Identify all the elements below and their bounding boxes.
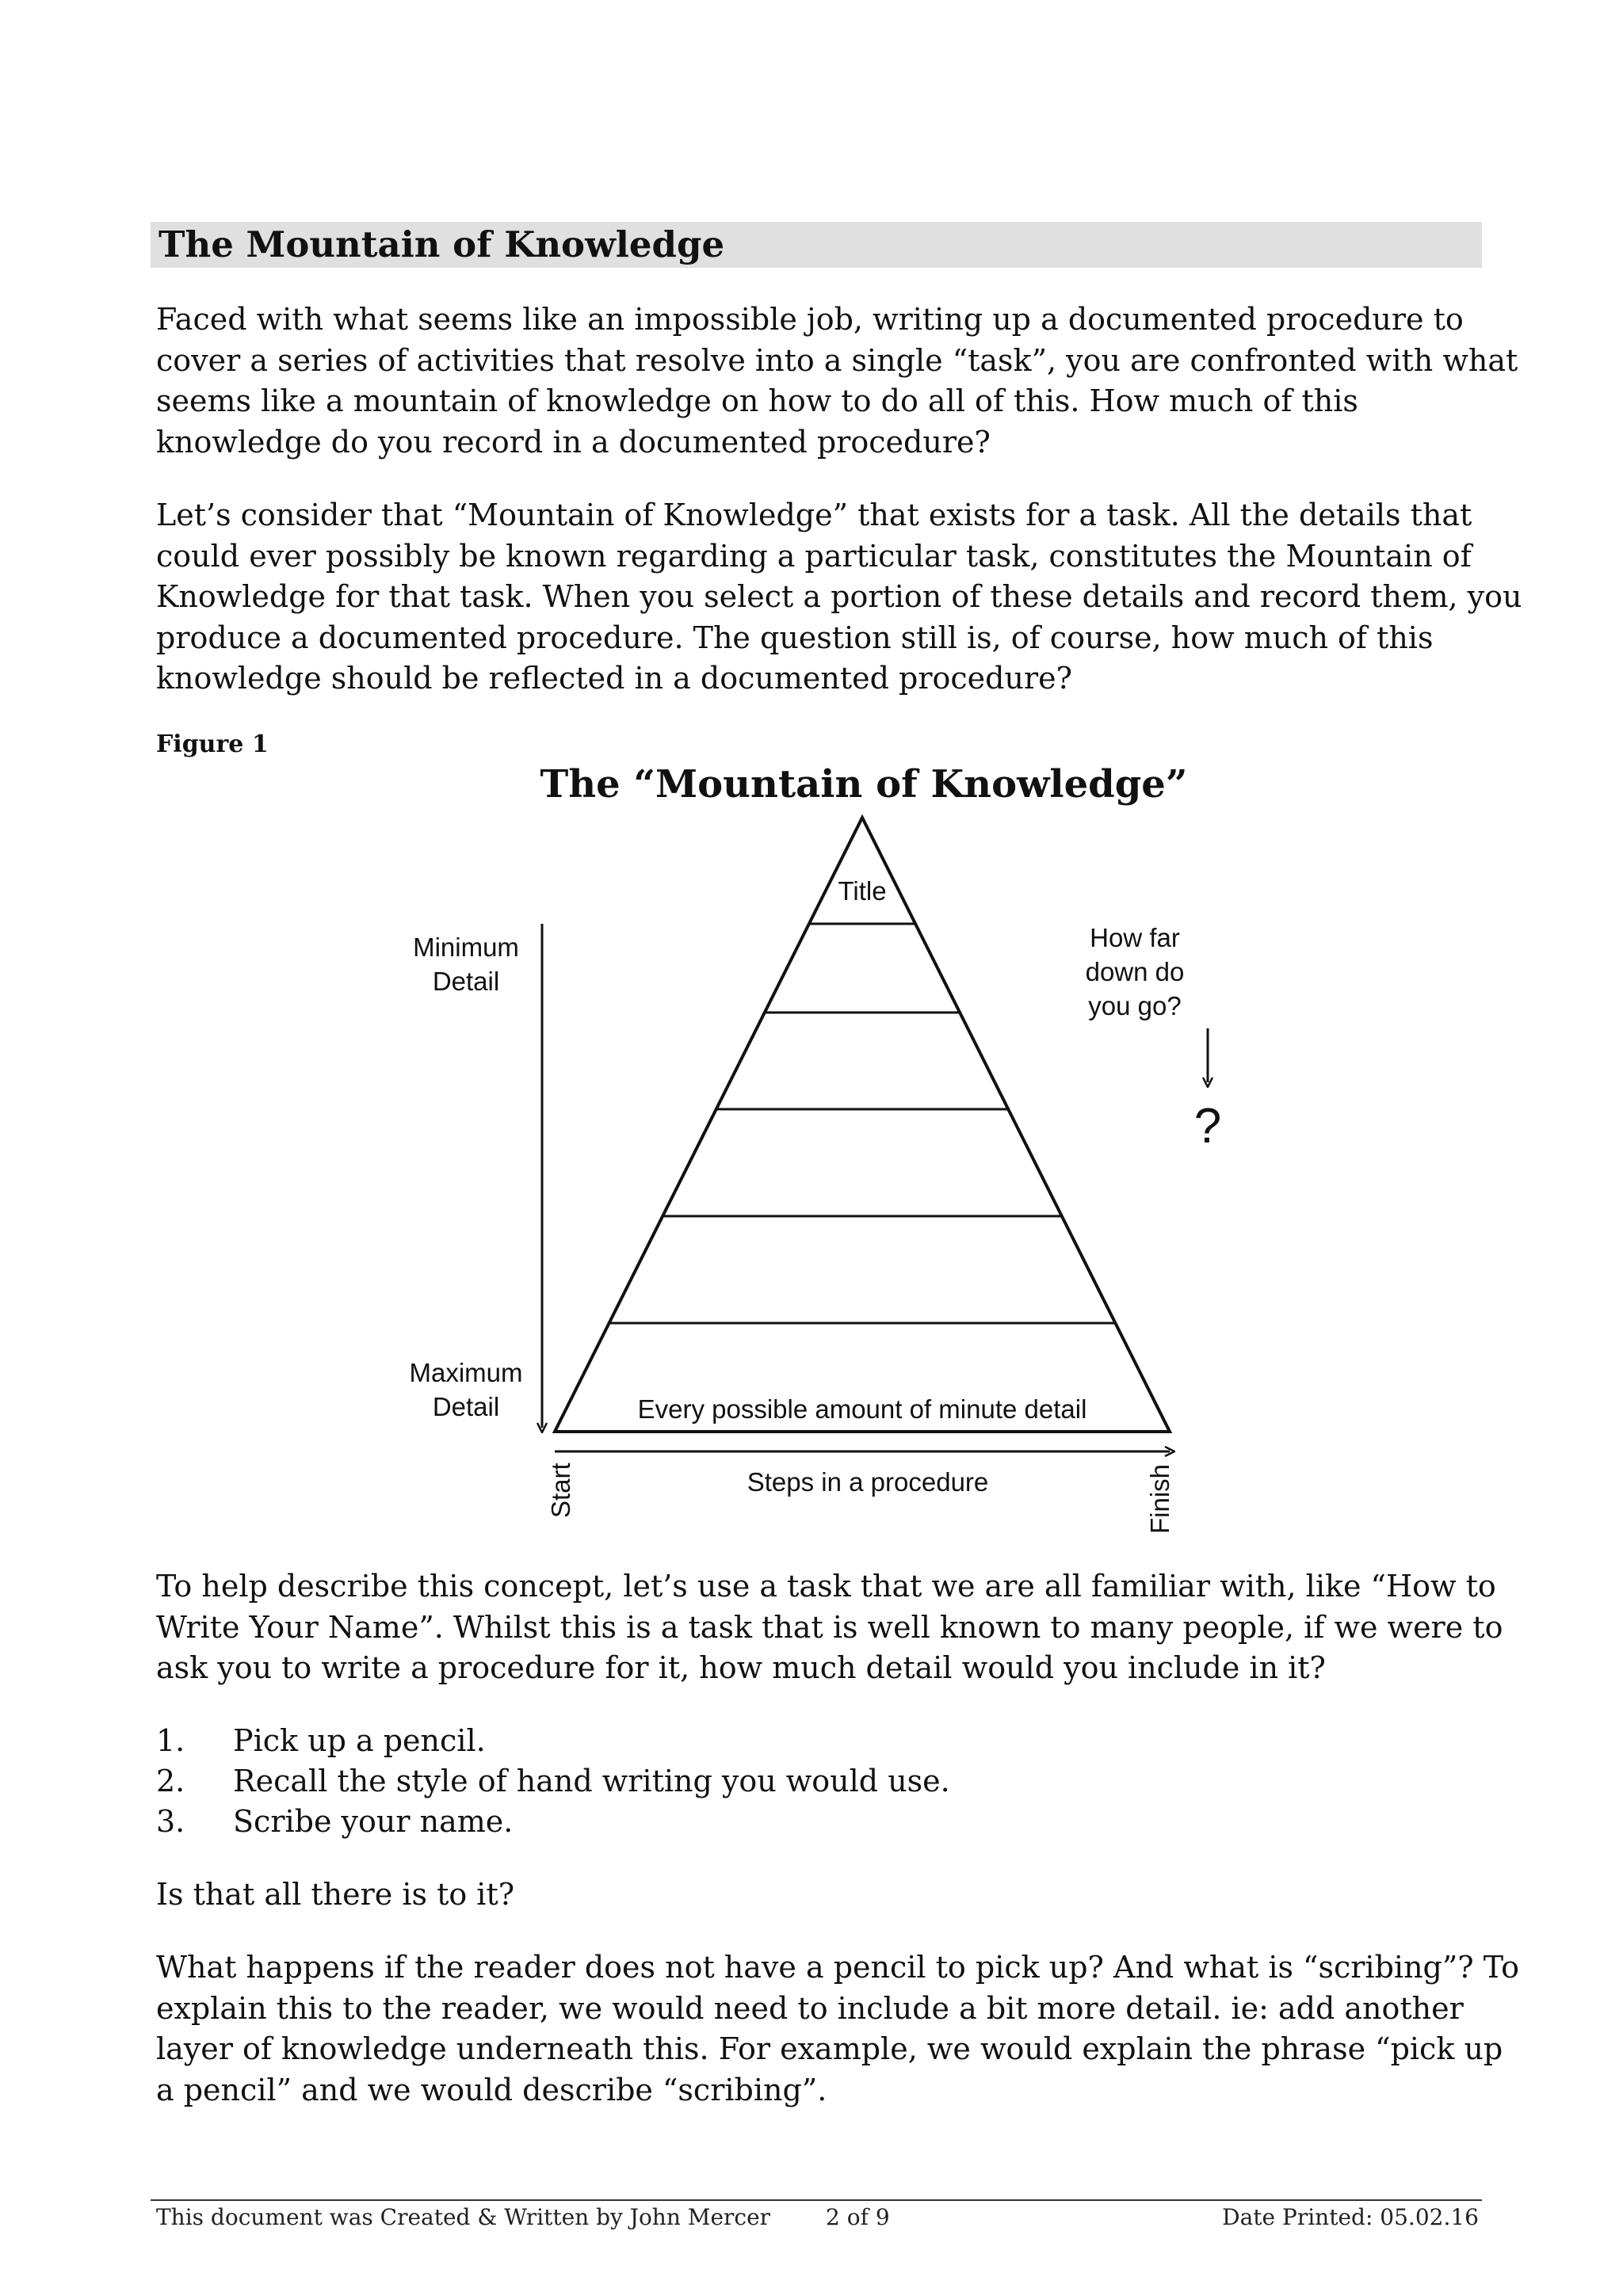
- footer-page-number: 2 of 9: [826, 2204, 890, 2230]
- footer-rule: [151, 2199, 1482, 2201]
- list-item: [156, 1721, 486, 1762]
- text-line: produce a documented procedure. The question still is, of course, how much of this: [156, 620, 1434, 655]
- list-text: Scribe your name.: [233, 1804, 514, 1839]
- paragraph-example: [156, 1566, 1503, 1689]
- text-line: knowledge do you record in a documented procedure?: [156, 424, 991, 460]
- list-item: [156, 1761, 950, 1802]
- mountain-triangle: [555, 818, 1170, 1432]
- text-line: a pencil” and we would describe “scribing”.: [156, 2072, 827, 2107]
- text-line: could ever possibly be known regarding a particular task, constitutes the Mountain of: [156, 538, 1472, 574]
- text-line: ask you to write a procedure for it, how much detail would you include in it?: [156, 1650, 1326, 1685]
- section-heading: The Mountain of Knowledge: [158, 223, 725, 265]
- steps-axis-label: Steps in a procedure: [747, 1467, 989, 1497]
- minimum-detail-label: Detail: [432, 967, 500, 996]
- layer-lines: [609, 924, 1116, 1323]
- text-line: Let’s consider that “Mountain of Knowledge” that exists for a task. All the details that: [156, 498, 1472, 532]
- text-line: seems like a mountain of knowledge on how to do all of this. How much of this: [156, 383, 1358, 418]
- paragraph-question: [156, 1875, 1503, 1916]
- minimum-detail-label: Minimum: [413, 933, 519, 962]
- list-number: 2.: [156, 1764, 185, 1798]
- text-line: layer of knowledge underneath this. For example, we would explain the phrase “pick up: [156, 2031, 1503, 2066]
- maximum-detail-label: Detail: [432, 1392, 500, 1421]
- how-far-label: down do: [1085, 957, 1185, 986]
- how-far-label: you go?: [1088, 991, 1182, 1020]
- footer-author: This document was Created & Written by John Mercer: [156, 2204, 771, 2230]
- list-text: Recall the style of hand writing you would use.: [233, 1764, 950, 1798]
- list-number: 1.: [156, 1723, 185, 1758]
- start-label: Start: [546, 1463, 575, 1518]
- text-line: Is that all there is to it?: [156, 1877, 515, 1912]
- apex-label: Title: [838, 876, 887, 906]
- text-line: Write Your Name”. Whilst this is a task that is well known to many people, if we were to: [156, 1609, 1503, 1645]
- how-far-label: How far: [1090, 923, 1180, 952]
- text-line: Knowledge for that task. When you select a portion of these details and record them, you: [156, 579, 1522, 614]
- footer-date: Date Printed: 05.02.16: [1222, 2204, 1479, 2230]
- list-text: Pick up a pencil.: [233, 1723, 486, 1758]
- text-line: cover a series of activities that resolve into a single “task”, you are confronted with what: [156, 342, 1518, 378]
- finish-label: Finish: [1145, 1463, 1174, 1534]
- text-line: To help describe this concept, let’s use a task that we are all familiar with, like “How to: [156, 1569, 1496, 1604]
- text-line: explain this to the reader, we would need to include a bit more detail. ie: add another: [156, 1990, 1464, 2026]
- text-line: What happens if the reader does not have a pencil to pick up? And what is “scribing”? To: [156, 1950, 1520, 1985]
- maximum-detail-label: Maximum: [409, 1358, 523, 1387]
- text-line: knowledge should be reflected in a documented procedure?: [156, 661, 1072, 696]
- list-number: 3.: [156, 1804, 185, 1839]
- paragraph-closing: [156, 1947, 1520, 2111]
- base-label: Every possible amount of minute detail: [637, 1394, 1087, 1424]
- list-item: [156, 1802, 513, 1843]
- question-mark: ?: [1193, 1099, 1222, 1154]
- figure-title: The “Mountain of Knowledge”: [540, 762, 1188, 807]
- text-line: Faced with what seems like an impossible job, writing up a documented procedure to: [156, 302, 1464, 337]
- figure-label: Figure 1: [156, 730, 269, 758]
